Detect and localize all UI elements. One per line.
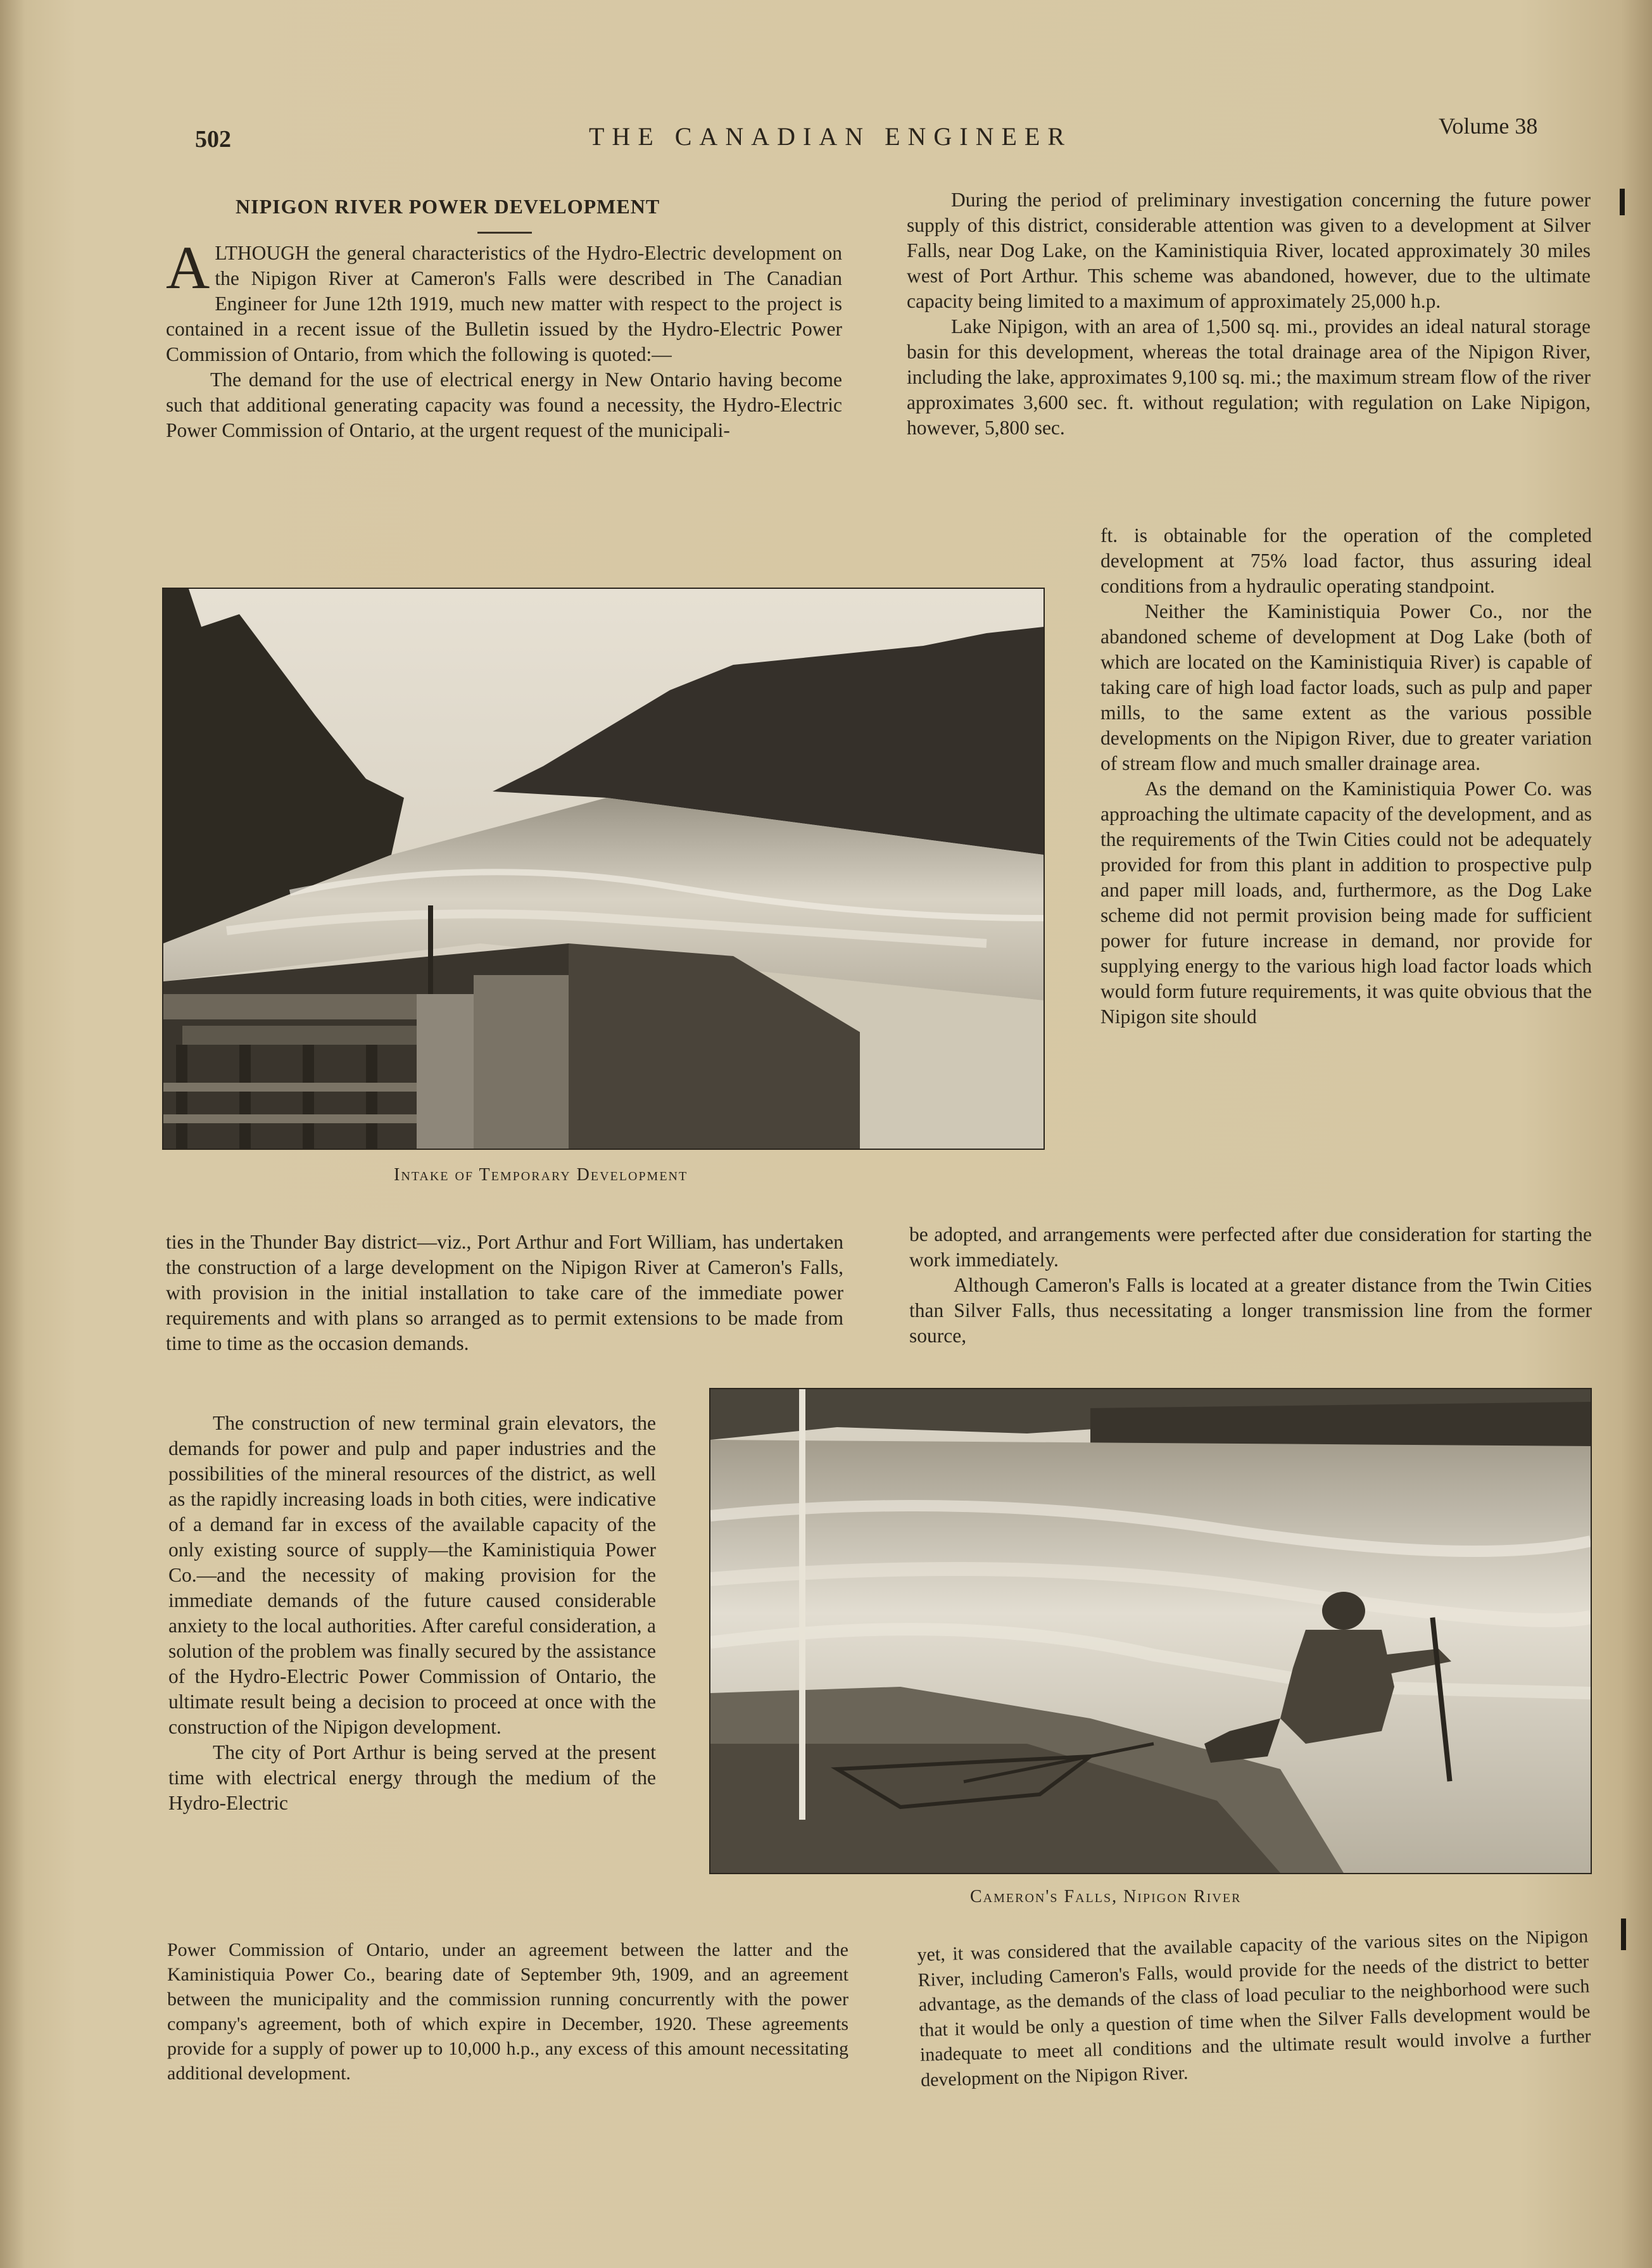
right-narrow-block	[1100, 523, 1592, 1030]
binding-mark	[1621, 1918, 1626, 1950]
page-number: 502	[195, 126, 231, 153]
paragraph-load-factor: ft. is obtainable for the operation of the completed development at 75% load factor, thus assuring ideal conditions from a hydraulic operating standpoint.	[1100, 524, 1592, 597]
paragraph-kaministiquia: Neither the Kaministiquia Power Co., nor the abandoned scheme of development at Dog Lake (both of which are located on the Kaministiquia River) is capable of taking care of high load factor loads, such as pulp and paper mills, to the same extent as the various possible developments on the Nipigon River, due to greater variation of stream flow and much smaller drainage area.	[1100, 600, 1592, 774]
right-wide-block	[909, 1222, 1592, 1349]
paragraph-agreement: Power Commission of Ontario, under an agreement between the latter and the Kaministiquia Power Co., bearing date of September 9th, 1909, and an agreement between the municipality and the commission running concurrently with the power company's agreement, both of which expire in December, 1920. These agreements provide for a supply of power up to 10,000 h.p., any excess of this amount necessitating additional development.	[167, 1939, 848, 2084]
lead-paragraph	[166, 234, 842, 367]
left-narrow-block	[168, 1411, 656, 1816]
paragraph-port-arthur: The city of Port Arthur is being served at the present time with electrical energy through the medium of the Hydro-Electric	[168, 1741, 656, 1814]
intake-photo-image	[163, 589, 1044, 1149]
paragraph-demand: The demand for the use of electrical energy in New Ontario having become such that additional generating capacity was found a necessity, the Hydro-Electric Power Commission of Ontario, at the urgent request of the municipali-	[166, 369, 842, 441]
paragraph-thunder-bay: ties in the Thunder Bay district—viz., Port Arthur and Fort William, has undertaken the construction of a large development on the Nipigon River at Cameron's Falls, with provision in the initial installation to take care of the immediate power requirements and with plans so arranged as to permit extensions to be made from time to time as the occasion demands.	[166, 1231, 843, 1354]
paragraph-preliminary: During the period of preliminary investigation concerning the future power supply of this district, considerable attention was given to a development at Silver Falls, near Dog Lake, on the Kaministiquia River, located approximately 30 miles west of Port Arthur. This scheme was abandoned, however, due to the ultimate capacity being limited to a maximum of approximately 25,000 h.p.	[907, 189, 1591, 312]
left-bottom-block	[167, 1937, 848, 2086]
paragraph-available-capacity: yet, it was considered that the available capacity of the various sites on the Nipigon River, including Cameron's Falls, would provide for the needs of the district to better advantage, as the demands of the class of load peculiar to the neighborhood were such that it would be only a question of time when the Silver Falls development would be inadequate to meet all conditions and the ultimate result would involve a further development on the Nipigon River.	[917, 1925, 1592, 2091]
drop-cap: A	[166, 234, 210, 301]
right-bottom-block	[917, 1924, 1592, 2093]
paragraph-adopted: be adopted, and arrangements were perfected after due consideration for starting the work immediately.	[909, 1223, 1592, 1271]
caption-camerons-falls: Cameron's Falls, Nipigon River	[970, 1887, 1242, 1906]
lead-block	[166, 234, 842, 443]
photo-intake-temporary-development	[162, 588, 1045, 1150]
caption-intake: Intake of Temporary Development	[394, 1165, 688, 1185]
paragraph-lake-nipigon: Lake Nipigon, with an area of 1,500 sq. mi., provides an ideal natural storage basin for this development, whereas the total drainage area of the Nipigon River, including the lake, approximates 9,100 sq. mi.; the maximum stream flow of the river approximates 3,600 sec. ft. without regulation; with regulation on Lake Nipigon, however, 5,800 sec.	[907, 315, 1591, 439]
volume-label: Volume 38	[1439, 113, 1538, 139]
paragraph-camerons-distance: Although Cameron's Falls is located at a greater distance from the Twin Cities than Silver Falls, thus necessitating a longer transmission line from the former source,	[909, 1274, 1592, 1347]
falls-photo-image	[710, 1389, 1591, 1873]
photo-camerons-falls	[709, 1388, 1592, 1874]
title-rule	[477, 232, 532, 234]
paragraph-demand-kaministiquia: As the demand on the Kaministiquia Power Co. was approaching the ultimate capacity of the development, and as the requirements of the Twin Cities could not be adequately provided for from this plant in addition to prospective pulp and paper mill loads, and, furthermore, as the Dog Lake scheme did not permit provision being made for sufficient power for future increase in demand, nor provide for supplying energy to the various high load factor loads which would form future requirements, it was quite obvious that the Nipigon site should	[1100, 778, 1592, 1028]
binding-mark	[1620, 189, 1625, 215]
right-top-block	[907, 187, 1591, 441]
lead-text: LTHOUGH the general characteristics of the Hydro-Electric development on the Nipigon River at Cameron's Falls were described in The Canadian Engineer for June 12th 1919, much new matter with respect to the project is contained in a recent issue of the Bulletin issued by the Hydro-Electric Power Commission of Ontario, from which the following is quoted:—	[166, 242, 842, 365]
paragraph-grain-elevators: The construction of new terminal grain elevators, the demands for power and pulp and paper industries and the possibilities of the mineral resources of the district, as well as the rapidly increasing loads in both cities, were indicative of a demand far in excess of the available capacity of the only existing source of supply—the Kaministiquia Power Co.—and the necessity of making provision for the immediate demands of the future caused considerable anxiety to the local authorities. After careful consideration, a solution of the problem was finally secured by the assistance of the Hydro-Electric Power Commission of Ontario, the ultimate result being a decision to proceed at once with the construction of the Nipigon development.	[168, 1412, 656, 1738]
journal-title: THE CANADIAN ENGINEER	[589, 122, 1073, 151]
article-title: NIPIGON RIVER POWER DEVELOPMENT	[236, 195, 660, 218]
left-lower-block	[166, 1230, 843, 1356]
